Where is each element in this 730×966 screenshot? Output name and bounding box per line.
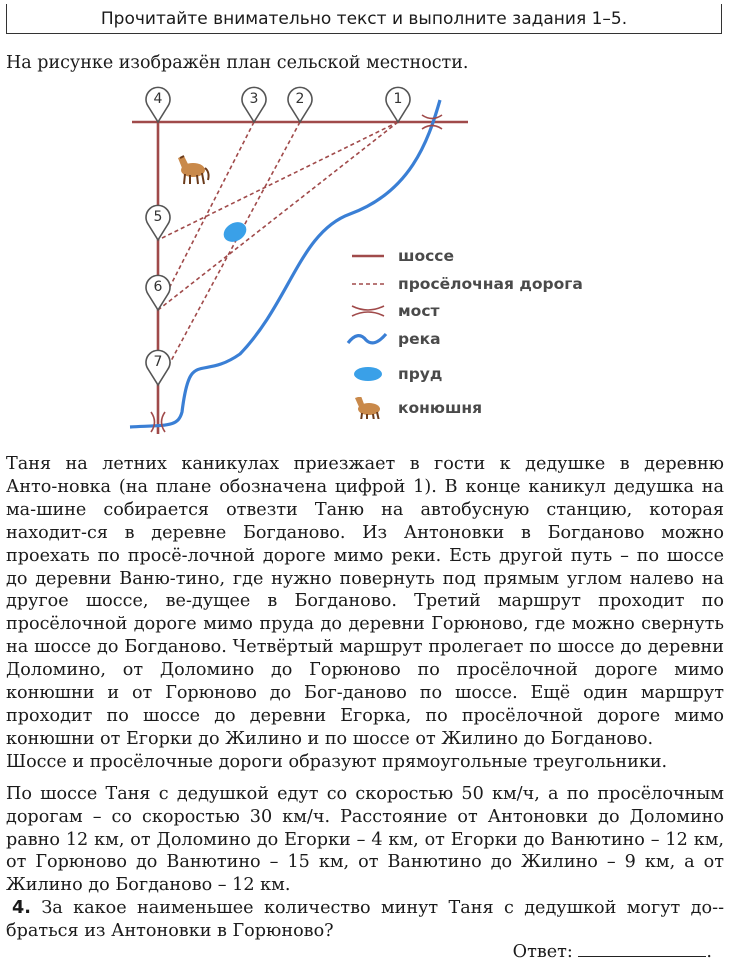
highway-legend-icon [342,245,394,267]
marker-label: 4 [153,91,163,107]
dirt-road-legend-icon [342,273,394,295]
river-legend-icon [342,328,394,350]
marker-pin-7 [146,350,170,385]
dirt-road-3-6 [158,122,254,310]
marker-pin-5 [146,205,170,240]
dirt-road-1-5 [158,122,398,240]
answer-line [513,940,712,962]
marker-pin-6 [146,275,170,310]
story-paragraph: Таня на летних каникулах приезжает в гости к дедушке в деревню Анто-новка (на плане обозначена цифрой 1). В конце каникул дедушка на ма-шине собирается отвезти Таню на автобусную станцию, которая находит-ся в деревне Богданово. Из Антоновки в Богданово можно проехать по просё-лочной дороге мимо реки. Есть другой путь – по шоссе до деревни Ваню-тино, где нужно повернуть под прямым углом налево на другое шоссе, ве-дущее в Богданово. Третий маршрут проходит по просёлочной дороге мимо пруда до деревни Горюново, где можно свернуть на шоссе до Богданово. Четвёртый маршрут пролегает по шоссе до деревни Доломино, от Доломино до Горюново по просёлочной дороге мимо конюшни и от Горюново до Бог-даново по шоссе. Ещё один маршрут проходит по шоссе до деревни Егорка, по просёлочной дороге мимо конюшни от Егорки до Жилино и по шоссе от Жилино до Богданово. [6,454,724,749]
answer-blank[interactable] [578,940,706,957]
marker-label: 1 [393,91,403,107]
question-number: 4. [12,898,31,918]
legend-item-highway: шоссе [342,245,454,267]
intro-text: На рисунке изображён план сельской местности. [6,53,469,73]
answer-label: Ответ: [512,942,573,962]
problem-text [6,453,724,897]
legend-item-river: река [342,328,441,350]
marker-label: 2 [295,91,305,107]
marker-label: 6 [153,279,163,295]
marker-label: 7 [153,354,163,370]
question-4 [6,897,724,943]
question-text: За какое наименьшее количество минут Таня с дедушкой могут до-браться из Антоновки в Горюново? [6,898,725,941]
legend-item-stable: конюшня [342,397,482,419]
marker-pin-2 [288,87,312,122]
bridge-legend-icon [342,300,394,322]
marker-pin-3 [242,87,266,122]
legend-item-bridge: мост [342,300,440,322]
legend-item-dirt-road: просёлочная дорога [342,273,583,295]
task-instruction-header [6,4,722,34]
story-paragraph: По шоссе Таня с дедушкой едут со скоростью 50 км/ч, а по просёлочным дорогам – со скоростью 30 км/ч. Расстояние от Антоновки до Доломино равно 12 км, от Доломино до Егорки – 4 км, от Егорки до Ванютино – 12 км, от Горюново до Ванютино – 15 км, от Ванютино до Жилино – 9 км, а от Жилино до Богданово – 12 км. [6,783,724,896]
answer-period: . [706,942,712,962]
dirt-road-2-7 [158,122,300,385]
marker-pin-1 [386,87,410,122]
stable-legend-icon [342,397,394,419]
pond-legend-icon [342,363,394,385]
story-paragraph: Шоссе и просёлочные дороги образуют прямоугольные треугольники. [6,751,668,772]
legend-item-pond: пруд [342,363,442,385]
marker-label: 3 [249,91,259,107]
stable-horse-icon [178,156,209,184]
marker-label: 5 [153,209,163,225]
instruction-text: Прочитайте внимательно текст и выполните задания 1–5. [100,8,628,29]
marker-pin-4 [146,87,170,122]
